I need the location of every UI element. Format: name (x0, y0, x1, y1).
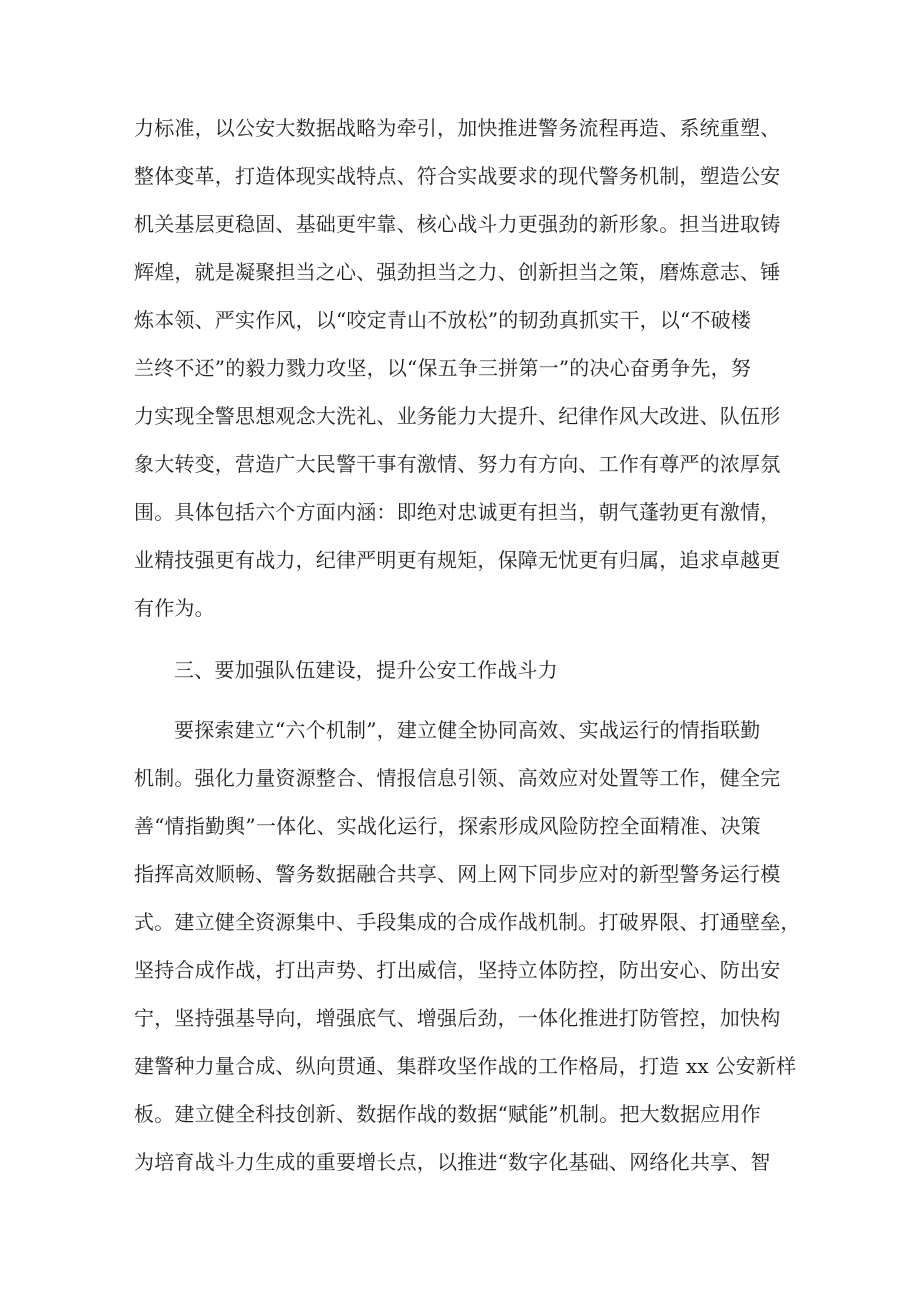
text-line: 坚持合成作战，打出声势、打出威信，坚持立体防控，防出安心、防出安 (134, 958, 781, 982)
text-line: 宁，坚持强基导向，增强底气、增强后劲，一体化推进打防管控，加快构 (134, 1006, 781, 1030)
text-line: 兰终不还”的毅力戮力攻坚，以“保五争三拼第一”的决心奋勇争先，努 (134, 356, 752, 380)
text-line: 围。具体包括六个方面内涵：即绝对忠诚更有担当，朝气蓬勃更有激情， (134, 500, 781, 524)
text-line: 机制。强化力量资源整合、情报信息引领、高效应对处置等工作，健全完 (134, 766, 781, 790)
text-line: 力实现全警思想观念大洗礼、业务能力大提升、纪律作风大改进、队伍形 (134, 404, 781, 428)
text-line: 指挥高效顺畅、警务数据融合共享、网上网下同步应对的新型警务运行模 (134, 862, 781, 886)
text-line: 有作为。 (134, 596, 215, 620)
text-line: 板。建立健全科技创新、数据作战的数据“赋能”机制。把大数据应用作 (134, 1102, 761, 1126)
section-heading: 三、要加强队伍建设，提升公安工作战斗力 (174, 658, 558, 682)
text-line: 要探索建立“六个机制”，建立健全协同高效、实战运行的情指联勤 (174, 718, 761, 742)
text-line: 炼本领、严实作风，以“咬定青山不放松”的韧劲真抓实干，以“不破楼 (134, 308, 752, 332)
text-line: 善“情指勤舆”一体化、实战化运行，探索形成风险防控全面精准、决策 (134, 814, 761, 838)
document-content (134, 104, 801, 1186)
text-line: 建警种力量合成、纵向贯通、集群攻坚作战的工作格局，打造 xx 公安新样 (134, 1054, 797, 1078)
text-line: 机关基层更稳固、基础更牢靠、核心战斗力更强劲的新形象。担当进取铸 (134, 212, 781, 236)
text-line: 为培育战斗力生成的重要增长点，以推进“数字化基础、网络化共享、智 (134, 1150, 771, 1174)
text-line: 式。建立健全资源集中、手段集成的合成作战机制。打破界限、打通壁垒， (134, 910, 801, 934)
text-line: 业精技强更有战力，纪律严明更有规矩，保障无忧更有归属，追求卓越更 (134, 548, 781, 572)
text-line: 象大转变，营造广大民警干事有激情、努力有方向、工作有尊严的浓厚氛 (134, 452, 781, 476)
text-line: 力标准，以公安大数据战略为牵引，加快推进警务流程再造、系统重塑、 (134, 116, 781, 140)
text-line: 整体变革，打造体现实战特点、符合实战要求的现代警务机制，塑造公安 (134, 164, 781, 188)
text-line: 辉煌，就是凝聚担当之心、强劲担当之力、创新担当之策，磨炼意志、锤 (134, 260, 781, 284)
